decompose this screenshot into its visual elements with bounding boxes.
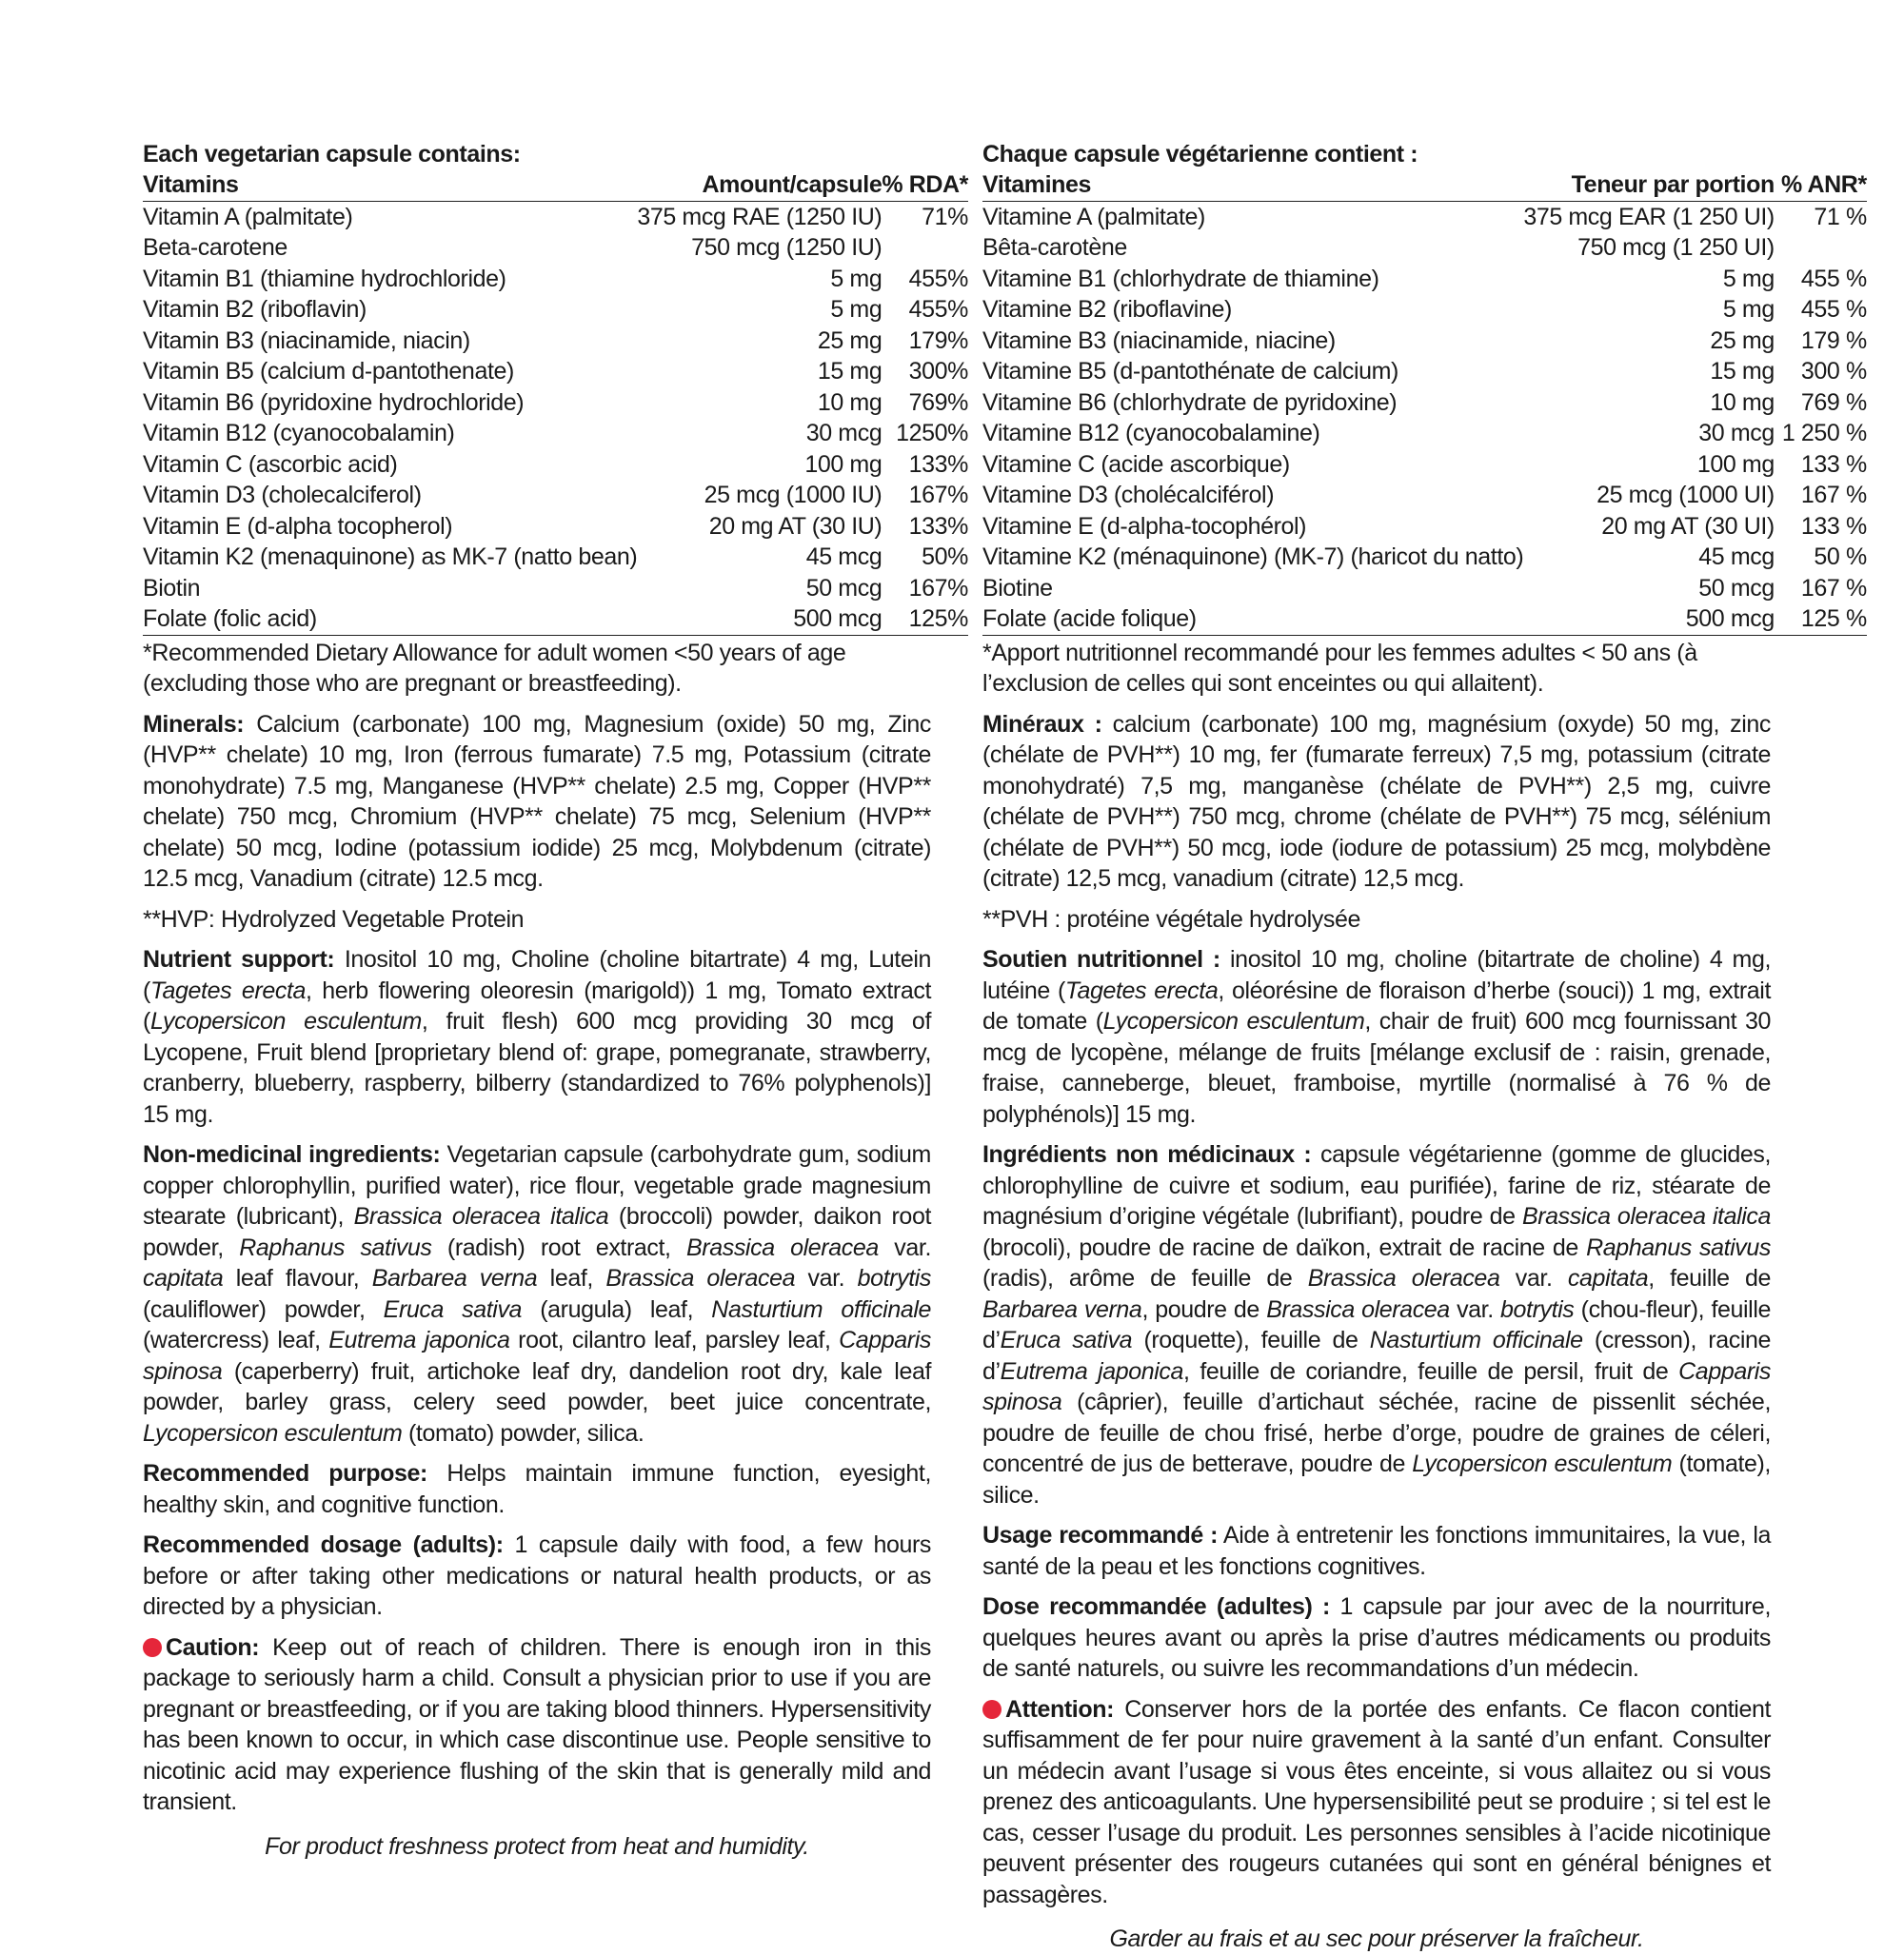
vitamin-name: Vitamin B3 (niacinamide, niacin) <box>143 326 470 354</box>
vitamin-name: Bêta-carotène <box>982 234 1127 261</box>
vitamin-amount: 375 mcg RAE (1250 IU) <box>637 203 883 230</box>
table-row <box>982 356 1867 387</box>
freshness-note: Garder au frais et au sec pour préserver la fraîcheur. <box>1109 1925 1644 1952</box>
table-row <box>982 542 1867 573</box>
vitamin-rda: 133 % <box>1800 512 1867 540</box>
non-medicinal-paragraph <box>143 1139 931 1449</box>
vitamin-name: Vitamine B3 (niacinamide, niacine) <box>982 326 1336 354</box>
table-row <box>982 326 1867 357</box>
purpose-paragraph <box>143 1458 931 1520</box>
header-amount: Amount/capsule <box>637 169 882 201</box>
table-row <box>143 603 968 635</box>
vitamin-amount: 25 mcg (1000 IU) <box>704 482 883 508</box>
vitamin-rda: 455 % <box>1800 265 1867 292</box>
nonmed-latin: Eutrema japonica <box>1000 1357 1184 1385</box>
nonmed-text: var. <box>878 1234 931 1261</box>
vitamin-amount: 750 mcg (1250 IU) <box>691 234 883 261</box>
vitamin-name: Vitamin B6 (pyridoxine hydrochloride) <box>143 388 525 416</box>
caution-text: Keep out of reach of children. There is enough iron in this package to seriously harm a child. Consult a physician prior to use if you are pregnant or breastfeeding, or if you are taking blood thinners. Hypersensitivity has been known to occur, in which case discontinue use. People sensitive to nicotinic acid may experience flushing of the skin that is generally mild and transient. <box>143 1633 931 1815</box>
minerals-label: Minerals: <box>143 710 245 738</box>
vitamin-name: Biotin <box>143 574 201 602</box>
nutrient-text: , fruit flesh) 600 mcg providing 30 mcg of Lycopene, Fruit blend [proprietary blend of: grape, pomegranate, strawberry, cranberry, blueberry, raspberry, bilberry (standardized to 76% polyphenols)] 15 mg. <box>143 1008 931 1128</box>
vitamin-name: Vitamine B1 (chlorhydrate de thiamine) <box>982 265 1379 292</box>
nonmed-latin: capitata <box>143 1265 224 1292</box>
vitamin-name: Vitamine D3 (cholécalciférol) <box>982 482 1275 508</box>
nonmed-text: var. <box>1449 1295 1501 1323</box>
vitamin-name: Beta-carotene <box>143 234 288 261</box>
nutrient-text: , chair de fruit) 600 mcg fournissant 30 mcg de lycopène, mélange de fruits [mélange exclusif de : raisin, grenade, fraise, canneberge, bleuet, framboise, myrtille (normalisé à 76 % de polyphénols)] 15 mg. <box>982 1008 1771 1128</box>
nonmed-latin: Brassica oleracea <box>686 1234 879 1261</box>
table-row <box>143 480 968 511</box>
rda-footnote: *Apport nutritionnel recommandé pour les femmes adultes < 50 ans (à l’exclusion de celles qui sont enceintes ou qui allaitent). <box>982 639 1697 697</box>
minerals-text: Calcium (carbonate) 100 mg, Magnesium (oxide) 50 mg, Zinc (HVP** chelate) 10 mg, Iron (ferrous fumarate) 7.5 mg, Potassium (citrate monohydrate) 7.5 mg, Manganese (HVP** chelate) 2.5 mg, Copper (HVP** chelate) 750 mcg, Chromium (HVP** chelate) 75 mcg, Selenium (HVP** chelate) 50 mcg, Iodine (potassium iodide) 25 mcg, Molybdenum (citrate) 12.5 mcg, Vanadium (citrate) 12.5 mcg. <box>143 710 931 892</box>
nutrient-latin: Lycopersicon esculentum <box>1102 1008 1365 1035</box>
vitamin-name: Vitamin K2 (menaquinone) as MK-7 (natto bean) <box>143 543 638 570</box>
vitamin-rda <box>1775 232 1867 264</box>
vitamin-name: Vitamin C (ascorbic acid) <box>143 450 398 478</box>
vitamin-table <box>982 169 1867 636</box>
hvp-footnote: **PVH : protéine végétale hydrolysée <box>982 905 1360 933</box>
nonmed-text: (tomate), silice. <box>982 1451 1771 1509</box>
header-vitamins: Vitamines <box>982 169 1523 201</box>
table-row <box>982 294 1867 326</box>
nonmed-text: (cauliflower) powder, <box>143 1295 384 1323</box>
dosage-paragraph <box>982 1591 1771 1685</box>
nonmed-text: , poudre de <box>1141 1295 1267 1323</box>
table-row <box>982 573 1867 604</box>
nutrient-text: inositol 10 mg, choline (bitartrate de choline) 4 mg, lutéine ( <box>982 946 1771 1004</box>
caution-label: Caution: <box>166 1633 260 1661</box>
nonmed-text: (cresson), racine d’ <box>982 1327 1772 1385</box>
vitamin-amount: 45 mcg <box>1698 543 1775 570</box>
vitamin-rda: 50% <box>922 543 969 570</box>
nutrient-text: , oléorésine de floraison d’herbe (souci)) 1 mg, extrait de tomate ( <box>982 977 1771 1035</box>
vitamin-amount: 375 mcg EAR (1 250 UI) <box>1523 203 1775 230</box>
nonmed-latin: Nasturtium officinale <box>1369 1327 1583 1353</box>
capsule-heading: Chaque capsule végétarienne contient : <box>982 141 1418 168</box>
vitamin-rda: 179 % <box>1800 326 1867 354</box>
header-vitamins: Vitamins <box>143 169 637 201</box>
table-row <box>143 201 968 232</box>
vitamin-amount: 5 mg <box>1722 296 1775 323</box>
vitamin-name: Folate (folic acid) <box>143 603 637 635</box>
table-row <box>143 356 968 387</box>
vitamin-name: Vitamine B2 (riboflavine) <box>982 296 1232 323</box>
vitamin-name: Vitamine A (palmitate) <box>982 203 1205 230</box>
vitamin-amount: 20 mg AT (30 UI) <box>1601 512 1775 540</box>
nonmed-text: (arugula) leaf, <box>522 1295 712 1323</box>
vitamin-name: Vitamin E (d-alpha tocopherol) <box>143 512 453 540</box>
nutrient-support-paragraph <box>982 944 1771 1130</box>
vitamin-amount: 100 mg <box>804 450 883 478</box>
vitamin-rda: 1 250 % <box>1781 420 1867 446</box>
vitamin-rda: 50 % <box>1814 543 1867 570</box>
nonmed-text: capsule végétarienne (gomme de glucides, chlorophylline de cuivre et sodium, eau purifiée), farine de riz, stéarate de magnésium d’origine végétale (lubrifiant), poudre de <box>982 1141 1772 1230</box>
nutrient-label: Nutrient support: <box>143 946 335 973</box>
vitamin-rda: 125% <box>882 603 968 635</box>
nutrient-support-paragraph <box>143 944 931 1130</box>
vitamin-name: Vitamine K2 (ménaquinone) (MK-7) (haricot du natto) <box>982 543 1524 570</box>
caution-paragraph <box>982 1694 1771 1911</box>
nonmed-text: , feuille de <box>1648 1265 1772 1292</box>
vitamin-name: Folate (acide folique) <box>982 603 1523 635</box>
vitamin-rda: 769 % <box>1800 388 1867 416</box>
vitamin-amount: 100 mg <box>1696 450 1775 478</box>
vitamin-name: Vitamin B5 (calcium d-pantothenate) <box>143 358 514 385</box>
nonmed-text: root, cilantro leaf, parsley leaf, <box>509 1327 840 1353</box>
dosage-paragraph <box>143 1530 931 1623</box>
nonmed-text: , feuille de coriandre, feuille de persil, fruit de <box>1183 1357 1679 1385</box>
vitamin-amount: 5 mg <box>1722 265 1775 292</box>
vitamin-rda: 1250% <box>896 420 969 446</box>
nonmed-text: (chou-fleur), feuille d’ <box>982 1295 1771 1353</box>
table-row <box>143 294 968 326</box>
caution-dot-icon <box>143 1638 162 1657</box>
vitamin-rda: 133 % <box>1800 450 1867 478</box>
nonmed-text: (radis), arôme de feuille de <box>982 1265 1308 1292</box>
vitamin-amount: 30 mcg <box>1698 420 1775 446</box>
nonmed-latin: Brassica oleracea <box>605 1265 796 1292</box>
table-row <box>143 573 968 604</box>
dosage-label: Recommended dosage (adults): <box>143 1531 504 1558</box>
table-row <box>143 326 968 357</box>
freshness-note: For product freshness protect from heat and humidity. <box>265 1832 809 1860</box>
vitamin-amount: 10 mg <box>1710 388 1775 416</box>
nutrient-text: , herb flowering oleoresin (marigold)) 1 mg, Tomato extract ( <box>143 977 931 1035</box>
vitamin-rda: 125 % <box>1775 603 1867 635</box>
purpose-paragraph <box>982 1520 1771 1582</box>
vitamin-name: Vitamin D3 (cholecalciferol) <box>143 482 422 508</box>
table-row <box>982 201 1867 232</box>
nonmed-latin: Nasturtium officinale <box>711 1295 932 1323</box>
vitamin-amount: 50 mcg <box>1698 574 1775 602</box>
vitamin-name: Vitamine B5 (d-pantothénate de calcium) <box>982 358 1398 385</box>
vitamin-rda: 167 % <box>1800 574 1867 602</box>
minerals-label: Minéraux : <box>982 710 1102 738</box>
vitamin-amount: 20 mg AT (30 IU) <box>708 512 883 540</box>
header-rda: % ANR* <box>1775 169 1867 201</box>
table-row <box>143 418 968 449</box>
minerals-paragraph <box>982 709 1771 895</box>
vitamin-amount: 25 mg <box>817 326 883 354</box>
vitamin-rda: 133% <box>908 512 969 540</box>
table-row <box>143 387 968 419</box>
english-column <box>143 139 969 1862</box>
vitamin-rda: 455% <box>908 296 969 323</box>
vitamin-rda: 455 % <box>1800 296 1867 323</box>
vitamin-name: Biotine <box>982 574 1053 602</box>
vitamin-rda: 300 % <box>1800 358 1867 385</box>
nonmed-label: Non-medicinal ingredients: <box>143 1141 441 1168</box>
table-row <box>143 232 968 264</box>
purpose-text: Helps maintain immune function, eyesight, healthy skin, and cognitive function. <box>143 1460 931 1518</box>
vitamin-amount: 500 mcg <box>1523 603 1775 635</box>
table-row <box>982 603 1867 635</box>
nonmed-text: (broccoli) powder, daikon root powder, <box>143 1203 931 1261</box>
caution-paragraph <box>143 1632 931 1818</box>
nutrient-text: Inositol 10 mg, Choline (choline bitartrate) 4 mg, Lutein ( <box>143 946 931 1004</box>
nonmed-text: (tomato) powder, silica. <box>402 1419 645 1447</box>
table-row <box>143 511 968 543</box>
table-header-row <box>982 169 1867 201</box>
vitamin-name: Vitamin A (palmitate) <box>143 203 353 230</box>
nonmed-latin: Eutrema japonica <box>328 1327 510 1353</box>
nutrient-latin: Tagetes erecta <box>1064 977 1219 1004</box>
nonmed-text: (watercress) leaf, <box>143 1327 329 1353</box>
vitamin-name: Vitamin B1 (thiamine hydrochloride) <box>143 265 506 292</box>
dosage-text: 1 capsule par jour avec de la nourriture, quelques heures avant ou après la prise d’autres médicaments ou produits de santé naturels, ou suivre les recommandations d’un médecin. <box>982 1593 1771 1682</box>
table-row <box>982 387 1867 419</box>
vitamin-rda: 71% <box>922 203 969 230</box>
nutrient-latin: Tagetes erecta <box>149 977 306 1004</box>
table-row <box>982 480 1867 511</box>
nonmed-text: (brocoli), poudre de racine de daïkon, extrait de racine de <box>982 1234 1587 1261</box>
nonmed-latin: Brassica oleracea italica <box>353 1203 609 1230</box>
nonmed-text: leaf, <box>537 1265 606 1292</box>
purpose-label: Recommended purpose: <box>143 1460 427 1487</box>
nonmed-latin: Eruca sativa <box>383 1295 523 1323</box>
vitamin-name: Vitamine B12 (cyanocobalamine) <box>982 420 1320 446</box>
hvp-footnote: **HVP: Hydrolyzed Vegetable Protein <box>143 905 525 933</box>
nonmed-latin: Brassica oleracea <box>1307 1265 1500 1292</box>
vitamin-amount: 750 mcg (1 250 UI) <box>1577 234 1775 261</box>
purpose-label: Usage recommandé : <box>982 1522 1219 1549</box>
table-row <box>143 264 968 295</box>
vitamin-amount: 15 mg <box>1710 358 1775 385</box>
vitamin-amount: 50 mcg <box>805 574 883 602</box>
caution-label: Attention: <box>1005 1695 1115 1723</box>
vitamin-amount: 15 mg <box>817 358 883 385</box>
vitamin-amount: 5 mg <box>830 265 883 292</box>
nonmed-latin: Eruca sativa <box>1000 1327 1133 1353</box>
vitamin-name: Vitamine C (acide ascorbique) <box>982 450 1290 478</box>
vitamin-rda <box>882 232 968 264</box>
nonmed-latin: Capparis spinosa <box>982 1357 1772 1415</box>
vitamin-name: Vitamine B6 (chlorhydrate de pyridoxine) <box>982 388 1398 416</box>
vitamin-amount: 500 mcg <box>637 603 882 635</box>
nonmed-latin: Raphanus sativus <box>239 1234 432 1261</box>
nonmed-latin: Barbarea verna <box>982 1295 1142 1323</box>
nonmed-text: leaf flavour, <box>223 1265 372 1292</box>
nonmed-text: var. <box>795 1265 858 1292</box>
nonmed-latin: Lycopersicon esculentum <box>1412 1451 1673 1477</box>
table-row <box>982 232 1867 264</box>
caution-text: Conserver hors de la portée des enfants. Ce flacon contient suffisamment de fer pour nuire gravement à la santé d’un enfant. Consulter un médecin avant l’usage si vous êtes enceinte, si vous allaitez ou si vous prenez des anticoagulants. Une hypersensibilité peut se produire ; si tel est le cas, cesser l’usage du produit. Les personnes sensibles à l’acide nicotinique peuvent présenter des rougeurs cutanées qui sont en général bénignes et passagères. <box>982 1695 1771 1908</box>
nonmed-latin: botrytis <box>1500 1295 1575 1323</box>
non-medicinal-paragraph <box>982 1139 1771 1511</box>
table-row <box>982 418 1867 449</box>
french-column <box>982 139 1867 1955</box>
minerals-paragraph <box>143 709 931 895</box>
vitamin-amount: 25 mcg (1000 UI) <box>1597 482 1775 508</box>
vitamin-amount: 10 mg <box>817 388 883 416</box>
nonmed-latin: botrytis <box>857 1265 931 1292</box>
nonmed-text: (radish) root extract, <box>431 1234 687 1261</box>
nonmed-text: (roquette), feuille de <box>1132 1327 1370 1353</box>
nonmed-latin: Brassica oleracea <box>1266 1295 1450 1323</box>
vitamin-name: Vitamine E (d-alpha-tocophérol) <box>982 512 1307 540</box>
dosage-text: 1 capsule daily with food, a few hours before or after taking other medications or natural health products, or as directed by a physician. <box>143 1531 931 1620</box>
vitamin-amount: 45 mcg <box>805 543 883 570</box>
vitamin-name: Vitamin B2 (riboflavin) <box>143 296 367 323</box>
table-row <box>982 449 1867 481</box>
vitamin-rda: 133% <box>908 450 969 478</box>
table-row <box>982 511 1867 543</box>
nonmed-latin: Raphanus sativus <box>1586 1234 1771 1261</box>
nonmed-text: Vegetarian capsule (carbohydrate gum, sodium copper chlorophyllin, purified water), rice flour, vegetable grade magnesium stearate (lubricant), <box>143 1141 931 1230</box>
nonmed-text: (câprier), feuille d’artichaut séchée, racine de pissenlit séchée, poudre de feuille de chou frisé, herbe d’orge, poudre de graines de céleri, concentré de jus de betterave, poudre de <box>982 1389 1771 1477</box>
nonmed-latin: Capparis spinosa <box>143 1327 931 1385</box>
nonmed-label: Ingrédients non médicinaux : <box>982 1141 1312 1168</box>
nonmed-latin: Lycopersicon esculentum <box>143 1419 403 1447</box>
vitamin-rda: 769% <box>908 388 969 416</box>
table-row <box>143 542 968 573</box>
nonmed-latin: Barbarea verna <box>371 1265 538 1292</box>
table-header-row <box>143 169 968 201</box>
nonmed-text: (caperberry) fruit, artichoke leaf dry, dandelion root dry, kale leaf powder, barley grass, celery seed powder, beet juice concentrate, <box>143 1357 931 1415</box>
vitamin-amount: 25 mg <box>1710 326 1775 354</box>
dosage-label: Dose recommandée (adultes) : <box>982 1593 1330 1620</box>
caution-dot-icon <box>982 1700 1002 1719</box>
vitamin-rda: 167 % <box>1800 482 1867 508</box>
vitamin-rda: 167% <box>908 482 969 508</box>
header-rda: % RDA* <box>882 169 968 201</box>
nutrient-label: Soutien nutritionnel : <box>982 946 1220 973</box>
vitamin-rda: 167% <box>908 574 969 602</box>
capsule-heading: Each vegetarian capsule contains: <box>143 141 521 168</box>
vitamin-amount: 5 mg <box>830 296 883 323</box>
nonmed-text: var. <box>1499 1265 1568 1292</box>
nonmed-latin: Brassica oleracea italica <box>1521 1203 1771 1230</box>
table-row <box>143 449 968 481</box>
table-row <box>982 264 1867 295</box>
vitamin-rda: 179% <box>908 326 969 354</box>
header-amount: Teneur par portion <box>1523 169 1775 201</box>
minerals-text: calcium (carbonate) 100 mg, magnésium (oxyde) 50 mg, zinc (chélate de PVH**) 10 mg, fer (fumarate ferreux) 7,5 mg, potassium (citrate monohydraté) 7,5 mg, manganèse (chélate de PVH**) 2,5 mg, cuivre (chélate de PVH**) 750 mcg, chrome (chélate de PVH**) 75 mcg, sélénium (chélate de PVH**) 50 mcg, iode (iodure de potassium) 25 mcg, molybdène (citrate) 12,5 mcg, vanadium (citrate) 12,5 mcg. <box>982 710 1771 892</box>
vitamin-rda: 455% <box>908 265 969 292</box>
nutrient-latin: Lycopersicon esculentum <box>149 1008 422 1035</box>
purpose-text: Aide à entretenir les fonctions immunitaires, la vue, la santé de la peau et les fonctions cognitives. <box>982 1522 1771 1580</box>
vitamin-name: Vitamin B12 (cyanocobalamin) <box>143 420 455 446</box>
vitamin-rda: 300% <box>908 358 969 385</box>
vitamin-amount: 30 mcg <box>805 420 883 446</box>
rda-footnote: *Recommended Dietary Allowance for adult women <50 years of age (excluding those who are pregnant or breastfeeding). <box>143 639 846 697</box>
nonmed-latin: capitata <box>1567 1265 1649 1292</box>
vitamin-rda: 71 % <box>1814 203 1867 230</box>
vitamin-table <box>143 169 968 636</box>
